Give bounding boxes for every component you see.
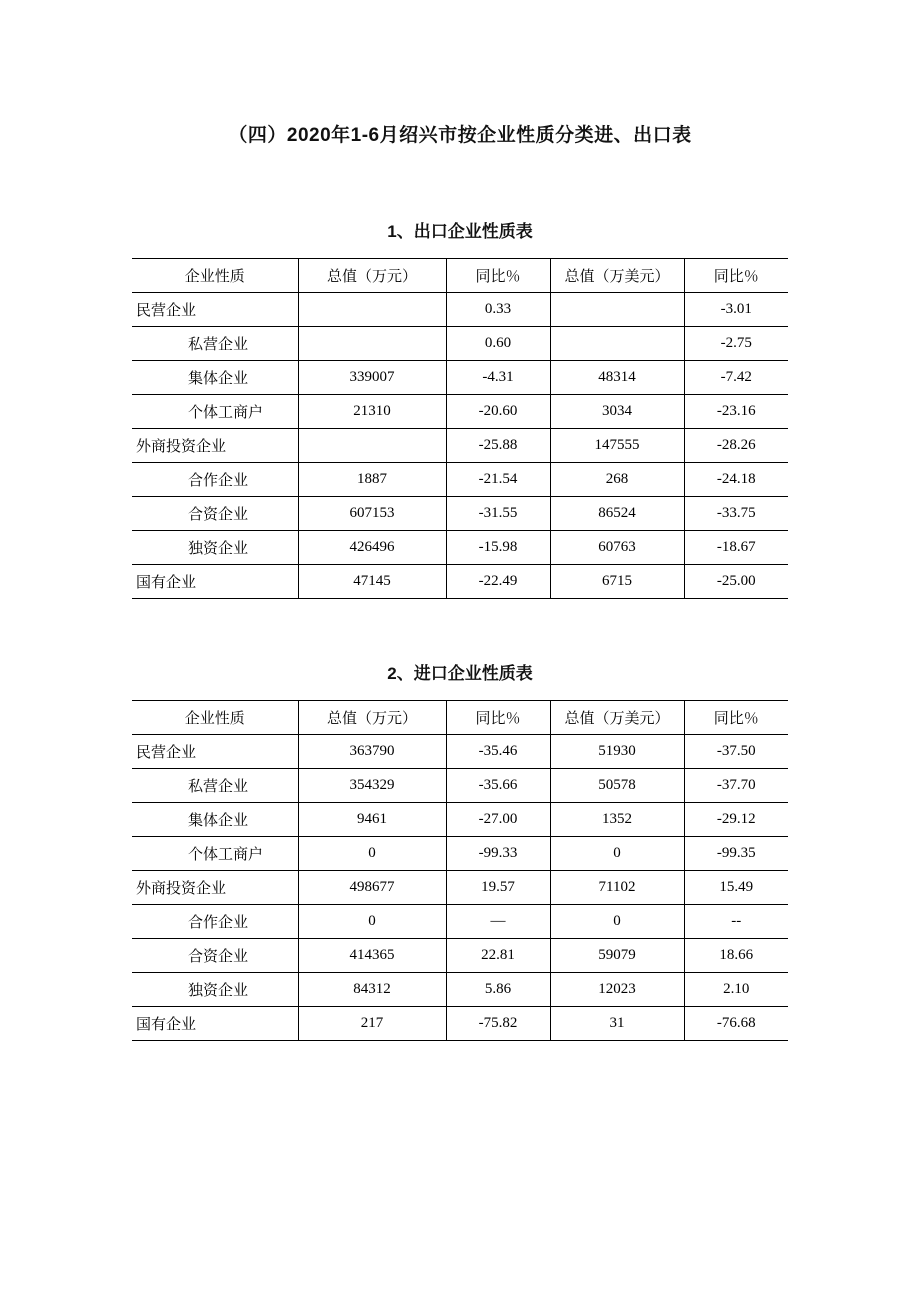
cell-yoy-usd: -23.16 (684, 395, 788, 429)
import-enterprise-type-table (132, 700, 788, 1041)
table-row (132, 293, 788, 327)
section-heading-export: 1、出口企业性质表 (387, 222, 533, 241)
cell-yoy-usd: -28.26 (684, 429, 788, 463)
cell-yoy-cny: -35.46 (446, 735, 550, 769)
cell-value-cny (298, 429, 446, 463)
cell-value-usd: 71102 (550, 871, 684, 905)
cell-yoy-cny: — (446, 905, 550, 939)
row-label: 个体工商户 (132, 837, 298, 871)
cell-yoy-usd: -2.75 (684, 327, 788, 361)
table-header-row (132, 259, 788, 293)
column-header-value-usd: 总值（万美元） (550, 701, 684, 735)
row-label: 民营企业 (132, 293, 298, 327)
table-row (132, 769, 788, 803)
row-label: 合作企业 (132, 463, 298, 497)
cell-value-cny: 217 (298, 1007, 446, 1041)
cell-yoy-usd: -99.35 (684, 837, 788, 871)
cell-value-usd (550, 327, 684, 361)
table-row (132, 735, 788, 769)
cell-yoy-cny: -75.82 (446, 1007, 550, 1041)
cell-value-cny: 339007 (298, 361, 446, 395)
cell-yoy-cny: -31.55 (446, 497, 550, 531)
column-header-yoy-usd: 同比％ (684, 701, 788, 735)
row-label: 合作企业 (132, 905, 298, 939)
cell-value-usd: 51930 (550, 735, 684, 769)
cell-yoy-cny: 19.57 (446, 871, 550, 905)
table-row (132, 463, 788, 497)
cell-value-usd (550, 293, 684, 327)
table-row (132, 327, 788, 361)
cell-value-usd: 268 (550, 463, 684, 497)
cell-value-usd: 50578 (550, 769, 684, 803)
cell-value-cny: 426496 (298, 531, 446, 565)
cell-yoy-cny: -25.88 (446, 429, 550, 463)
table-row (132, 429, 788, 463)
table-header (132, 701, 788, 735)
export-table-body (132, 293, 788, 599)
table-row (132, 497, 788, 531)
cell-value-usd: 3034 (550, 395, 684, 429)
table-row (132, 871, 788, 905)
cell-value-cny: 354329 (298, 769, 446, 803)
cell-value-usd: 48314 (550, 361, 684, 395)
row-label: 个体工商户 (132, 395, 298, 429)
row-label: 国有企业 (132, 565, 298, 599)
cell-value-cny: 498677 (298, 871, 446, 905)
cell-yoy-usd: -- (684, 905, 788, 939)
column-header-value-cny: 总值（万元） (298, 701, 446, 735)
row-label: 合资企业 (132, 939, 298, 973)
column-header-yoy-cny: 同比％ (446, 259, 550, 293)
cell-yoy-usd: -25.00 (684, 565, 788, 599)
cell-yoy-cny: -35.66 (446, 769, 550, 803)
cell-yoy-usd: -7.42 (684, 361, 788, 395)
cell-yoy-usd: -33.75 (684, 497, 788, 531)
cell-yoy-usd: -76.68 (684, 1007, 788, 1041)
cell-yoy-usd: -29.12 (684, 803, 788, 837)
table-row (132, 939, 788, 973)
cell-value-usd: 147555 (550, 429, 684, 463)
cell-value-usd: 0 (550, 837, 684, 871)
row-label: 外商投资企业 (132, 871, 298, 905)
cell-yoy-usd: -3.01 (684, 293, 788, 327)
page-title: （四）2020年1-6月绍兴市按企业性质分类进、出口表 (228, 125, 692, 146)
cell-yoy-cny: 5.86 (446, 973, 550, 1007)
cell-yoy-cny: -15.98 (446, 531, 550, 565)
cell-value-cny: 84312 (298, 973, 446, 1007)
cell-yoy-usd: -37.50 (684, 735, 788, 769)
column-header-type: 企业性质 (132, 701, 298, 735)
table-row (132, 837, 788, 871)
cell-value-cny: 607153 (298, 497, 446, 531)
table-row (132, 361, 788, 395)
cell-value-usd: 60763 (550, 531, 684, 565)
row-label: 集体企业 (132, 361, 298, 395)
column-header-yoy-cny: 同比％ (446, 701, 550, 735)
cell-yoy-cny: 22.81 (446, 939, 550, 973)
cell-value-cny: 0 (298, 905, 446, 939)
cell-value-cny (298, 293, 446, 327)
table-row (132, 803, 788, 837)
table-row (132, 565, 788, 599)
table-row (132, 973, 788, 1007)
cell-value-cny: 414365 (298, 939, 446, 973)
column-header-yoy-usd: 同比％ (684, 259, 788, 293)
cell-yoy-usd: -37.70 (684, 769, 788, 803)
cell-yoy-cny: -22.49 (446, 565, 550, 599)
cell-value-cny: 21310 (298, 395, 446, 429)
cell-value-cny (298, 327, 446, 361)
row-label: 外商投资企业 (132, 429, 298, 463)
cell-value-cny: 363790 (298, 735, 446, 769)
cell-value-usd: 1352 (550, 803, 684, 837)
cell-value-usd: 12023 (550, 973, 684, 1007)
cell-yoy-cny: 0.60 (446, 327, 550, 361)
cell-yoy-cny: -4.31 (446, 361, 550, 395)
cell-yoy-cny: 0.33 (446, 293, 550, 327)
cell-value-cny: 9461 (298, 803, 446, 837)
cell-yoy-usd: -18.67 (684, 531, 788, 565)
cell-value-usd: 59079 (550, 939, 684, 973)
section-heading-import: 2、进口企业性质表 (387, 664, 533, 683)
cell-value-cny: 47145 (298, 565, 446, 599)
table-header (132, 259, 788, 293)
row-label: 国有企业 (132, 1007, 298, 1041)
cell-yoy-usd: 2.10 (684, 973, 788, 1007)
cell-yoy-usd: 15.49 (684, 871, 788, 905)
import-table-body (132, 735, 788, 1041)
row-label: 独资企业 (132, 973, 298, 1007)
row-label: 集体企业 (132, 803, 298, 837)
column-header-value-cny: 总值（万元） (298, 259, 446, 293)
table-row (132, 531, 788, 565)
row-label: 独资企业 (132, 531, 298, 565)
table-row (132, 395, 788, 429)
cell-yoy-cny: -21.54 (446, 463, 550, 497)
cell-yoy-usd: 18.66 (684, 939, 788, 973)
cell-yoy-cny: -99.33 (446, 837, 550, 871)
cell-yoy-cny: -20.60 (446, 395, 550, 429)
cell-value-cny: 0 (298, 837, 446, 871)
table-row (132, 1007, 788, 1041)
cell-value-usd: 31 (550, 1007, 684, 1041)
cell-yoy-usd: -24.18 (684, 463, 788, 497)
table-row (132, 905, 788, 939)
export-enterprise-type-table (132, 258, 788, 599)
cell-value-usd: 6715 (550, 565, 684, 599)
column-header-value-usd: 总值（万美元） (550, 259, 684, 293)
row-label: 合资企业 (132, 497, 298, 531)
cell-value-usd: 0 (550, 905, 684, 939)
row-label: 民营企业 (132, 735, 298, 769)
row-label: 私营企业 (132, 769, 298, 803)
cell-value-cny: 1887 (298, 463, 446, 497)
cell-yoy-cny: -27.00 (446, 803, 550, 837)
cell-value-usd: 86524 (550, 497, 684, 531)
table-header-row (132, 701, 788, 735)
column-header-type: 企业性质 (132, 259, 298, 293)
row-label: 私营企业 (132, 327, 298, 361)
